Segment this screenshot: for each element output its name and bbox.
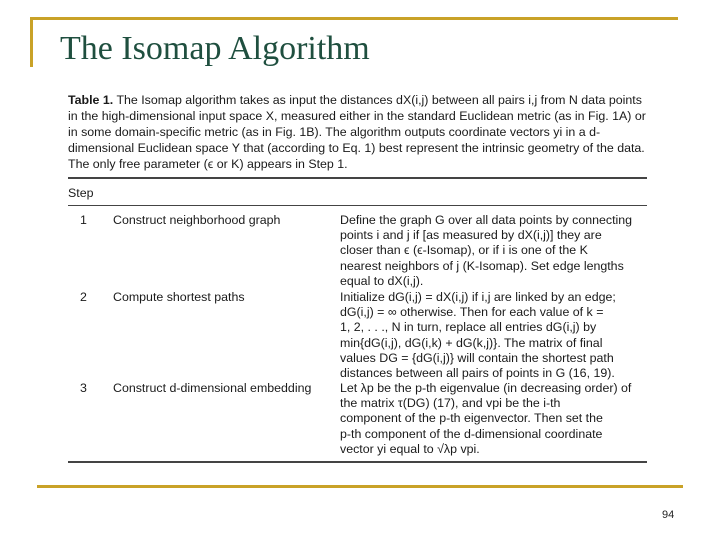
description-line: min{dG(i,j), dG(i,k) + dG(k,j)}. The matrix of final — [340, 335, 603, 350]
step-number: 1 — [80, 213, 87, 227]
caption-line: d-dimensional Euclidean space Y that (according to Eq. 1) best represent the intrinsic geometry of the — [68, 125, 614, 155]
description-line: Define the graph G over all data points by connecting — [340, 213, 633, 227]
description-line: equal to dX(i,j). — [340, 273, 424, 288]
caption-label: Table 1. — [68, 93, 114, 107]
frame-top-rule — [30, 17, 678, 20]
description-line: values DG = {dG(i,j)} will contain the shortest path — [340, 350, 614, 365]
slide-title: The Isomap Algorithm — [60, 30, 370, 67]
description-line: Initialize dG(i,j) = dX(i,j) if i,j are linked by an edge; — [340, 290, 616, 304]
description-line: the matrix τ(DG) (17), and vpi be the i-th — [340, 396, 561, 411]
caption-line: or in some domain-specific metric (as in Fig. 1B). The algorithm outputs coordinate vectors yi in a — [68, 109, 646, 139]
description-line: 1, 2, . . ., N in turn, replace all entries dG(i,j) by — [340, 320, 597, 335]
description-line: dG(i,j) = ∞ otherwise. Then for each value of k = — [340, 305, 604, 320]
caption-line: The Isomap algorithm takes as input the distances dX(i,j) between all pairs i,j from N data points — [116, 93, 642, 107]
description-line: nearest neighbors of j (K-Isomap). Set edge lengths — [340, 258, 624, 273]
caption-line: in the high-dimensional input space X, measured either in the standard Euclidean metric (as in Fig. 1A) — [68, 109, 632, 123]
step-name: Compute shortest paths — [113, 290, 245, 304]
description-line: vector yi equal to √λp vpi. — [340, 441, 480, 456]
page-number: 94 — [662, 509, 675, 521]
step-number: 2 — [80, 290, 87, 304]
step-name: Construct d-dimensional embedding — [113, 381, 312, 395]
description-line: closer than ϵ (ϵ-Isomap), or if i is one of the K — [340, 243, 588, 258]
table-top-rule — [68, 177, 647, 179]
frame-bottom-rule — [37, 485, 683, 488]
step-description — [340, 381, 648, 457]
description-line: component of the p-th eigenvector. Then set the — [340, 411, 603, 426]
table-header-step: Step — [68, 186, 94, 200]
description-line: Let λp be the p-th eigenvalue (in decreasing order) of — [340, 381, 632, 395]
description-line: p-th component of the d-dimensional coordinate — [340, 426, 603, 441]
description-line: points i and j if [as measured by dX(i,j)] they are — [340, 228, 602, 243]
step-description — [340, 290, 648, 381]
table-caption — [68, 92, 650, 172]
step-number: 3 — [80, 381, 87, 395]
table-header-rule — [68, 205, 647, 206]
step-description — [340, 213, 648, 289]
frame-left-rule — [30, 17, 33, 67]
step-name: Construct neighborhood graph — [113, 213, 281, 227]
caption-line: data. The only free parameter (ϵ or K) appears in Step 1. — [68, 141, 645, 171]
table-bottom-rule — [68, 461, 647, 463]
description-line: distances between all pairs of points in G (16, 19). — [340, 366, 615, 381]
